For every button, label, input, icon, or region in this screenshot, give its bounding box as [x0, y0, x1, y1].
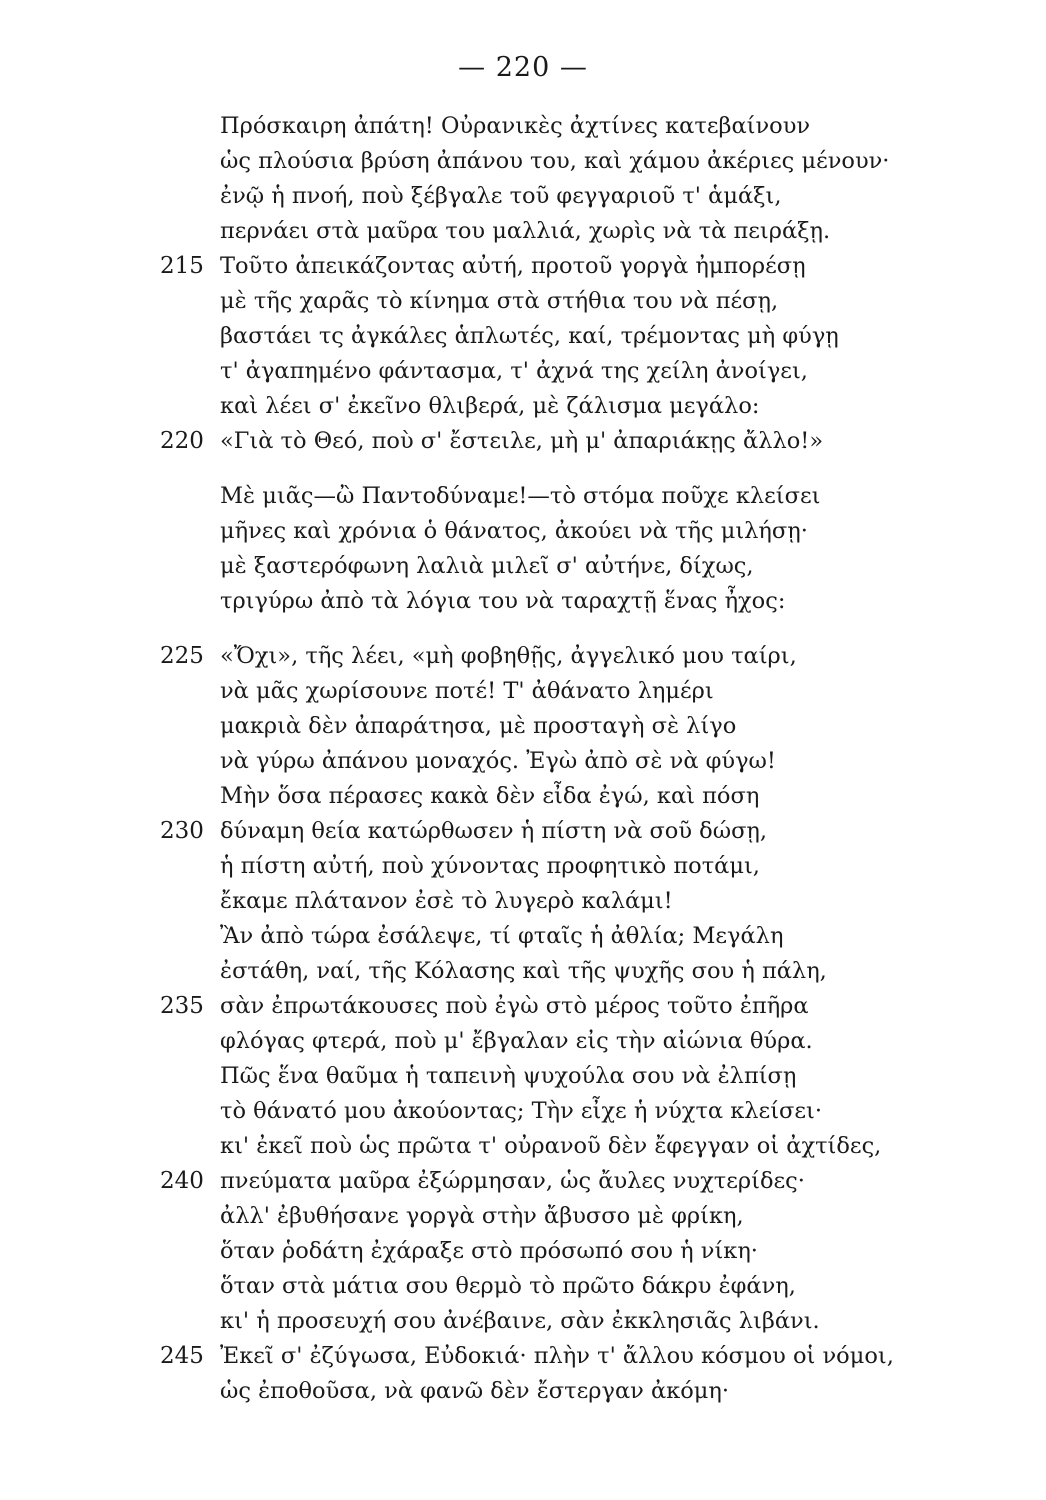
poem-line: [0, 1375, 1046, 1407]
poem-line: [0, 1130, 1046, 1162]
poem-line: [0, 515, 1046, 547]
line-text: περνάει στὰ μαῦρα του μαλλιά, χωρὶς νὰ τὰ πειράξῃ.: [220, 218, 831, 244]
line-text: καὶ λέει σ' ἐκεῖνο θλιβερά, μὲ ζάλισμα μεγάλο:: [220, 393, 760, 419]
line-number: 215: [160, 253, 204, 279]
poem-line: [0, 550, 1046, 582]
page-number: — 220 —: [458, 52, 588, 83]
line-number: 220: [160, 428, 204, 454]
line-text: κι' ἐκεῖ ποὺ ὡς πρῶτα τ' οὐρανοῦ δὲν ἔφεγγαν οἱ ἀχτίδες,: [220, 1133, 882, 1159]
poem-line: [0, 425, 1046, 457]
line-text: Πρόσκαιρη ἀπάτη! Οὐρανικὲς ἀχτίνες κατεβαίνουν: [220, 113, 811, 139]
line-text: ἐνῷ ἡ πνοή, ποὺ ξέβγαλε τοῦ φεγγαριοῦ τ' ἁμάξι,: [220, 183, 782, 209]
poem-line: [0, 390, 1046, 422]
poem-line: [0, 920, 1046, 952]
poem-line: [0, 320, 1046, 352]
poem-line: [0, 885, 1046, 917]
line-text: νὰ μᾶς χωρίσουνε ποτέ! Τ' ἀθάνατο λημέρι: [220, 678, 714, 704]
poem-line: [0, 1165, 1046, 1197]
poem-line: [0, 990, 1046, 1022]
poem-line: [0, 355, 1046, 387]
line-text: δύναμη θεία κατώρθωσεν ἡ πίστη νὰ σοῦ δώσῃ,: [220, 818, 768, 844]
line-number: 240: [160, 1168, 204, 1194]
poem-line: [0, 1235, 1046, 1267]
poem-line: [0, 1025, 1046, 1057]
line-text: Πῶς ἕνα θαῦμα ἡ ταπεινὴ ψυχούλα σου νὰ ἐλπίσῃ: [220, 1063, 797, 1089]
poem-line: [0, 1305, 1046, 1337]
line-text: «Γιὰ τὸ Θεό, ποὺ σ' ἔστειλε, μὴ μ' ἀπαριάκῃς ἄλλο!»: [220, 428, 824, 454]
poem-line: [0, 850, 1046, 882]
line-text: Τοῦτο ἀπεικάζοντας αὐτή, προτοῦ γοργὰ ἠμπορέσῃ: [220, 253, 806, 279]
line-text: Ἐκεῖ σ' ἐζύγωσα, Εὐδοκιά· πλὴν τ' ἄλλου κόσμου οἱ νόμοι,: [220, 1343, 894, 1369]
poem-line: [0, 1095, 1046, 1127]
line-text: τ' ἀγαπημένο φάντασμα, τ' ἀχνά της χείλη ἀνοίγει,: [220, 358, 808, 384]
poem-line: [0, 480, 1046, 512]
line-text: βαστάει τς ἀγκάλες ἁπλωτές, καί, τρέμοντας μὴ φύγῃ: [220, 323, 839, 349]
line-text: πνεύματα μαῦρα ἐξώρμησαν, ὡς ἄυλες νυχτερίδες·: [220, 1168, 805, 1194]
line-number: 235: [160, 993, 204, 1019]
line-text: ἐστάθη, ναί, τῆς Κόλασης καὶ τῆς ψυχῆς σου ἡ πάλη,: [220, 958, 827, 984]
line-text: ὅταν ῥοδάτη ἐχάραξε στὸ πρόσωπό σου ἡ νίκη·: [220, 1238, 758, 1264]
poem-line: [0, 815, 1046, 847]
line-text: μακριὰ δὲν ἀπαράτησα, μὲ προσταγὴ σὲ λίγο: [220, 713, 737, 739]
line-text: ὡς πλούσια βρύση ἀπάνου του, καὶ χάμου ἀκέριες μένουν·: [220, 148, 890, 174]
line-text: μὲ ξαστερόφωνη λαλιὰ μιλεῖ σ' αὐτήνε, δίχως,: [220, 553, 754, 579]
line-text: νὰ γύρω ἀπάνου μοναχός. Ἐγὼ ἀπὸ σὲ νὰ φύγω!: [220, 748, 776, 774]
poem-line: [0, 640, 1046, 672]
line-text: ἡ πίστη αὐτή, ποὺ χύνοντας προφητικὸ ποτάμι,: [220, 853, 760, 879]
line-text: μῆνες καὶ χρόνια ὁ θάνατος, ἀκούει νὰ τῆς μιλήσῃ·: [220, 518, 808, 544]
line-number: 230: [160, 818, 204, 844]
line-text: μὲ τῆς χαρᾶς τὸ κίνημα στὰ στήθια του νὰ πέσῃ,: [220, 288, 779, 314]
poem-line: [0, 710, 1046, 742]
poem-line: [0, 1200, 1046, 1232]
poem-line: [0, 285, 1046, 317]
poem-line: [0, 145, 1046, 177]
poem-line: [0, 110, 1046, 142]
line-text: σὰν ἐπρωτάκουσες ποὺ ἐγὼ στὸ μέρος τοῦτο ἐπῆρα: [220, 993, 809, 1019]
line-text: ἀλλ' ἐβυθήσανε γοργὰ στὴν ἄβυσσο μὲ φρίκη,: [220, 1203, 744, 1229]
line-text: ἔκαμε πλάτανον ἐσὲ τὸ λυγερὸ καλάμι!: [220, 888, 673, 914]
poem-line: [0, 780, 1046, 812]
poem-line: [0, 675, 1046, 707]
poem-line: [0, 215, 1046, 247]
poem-line: [0, 180, 1046, 212]
line-number: 225: [160, 643, 204, 669]
line-text: φλόγας φτερά, ποὺ μ' ἔβγαλαν εἰς τὴν αἰώνια θύρα.: [220, 1028, 813, 1054]
line-text: Ἂν ἀπὸ τώρα ἐσάλεψε, τί φταῖς ἡ ἀθλία; Μεγάλη: [220, 923, 784, 949]
poem-line: [0, 1270, 1046, 1302]
line-text: τὸ θάνατό μου ἀκούοντας; Τὴν εἶχε ἡ νύχτα κλείσει·: [220, 1098, 823, 1124]
line-text: ὡς ἐποθοῦσα, νὰ φανῶ δὲν ἔστεργαν ἀκόμη·: [220, 1378, 730, 1404]
line-text: τριγύρω ἀπὸ τὰ λόγια του νὰ ταραχτῇ ἕνας ἦχος:: [220, 588, 786, 614]
poem-line: [0, 955, 1046, 987]
poem-line: [0, 585, 1046, 617]
line-text: Μὴν ὅσα πέρασες κακὰ δὲν εἶδα ἐγώ, καὶ πόση: [220, 783, 760, 809]
poem-line: [0, 1340, 1046, 1372]
line-text: Μὲ μιᾶς—ὢ Παντοδύναμε!—τὸ στόμα ποῦχε κλείσει: [220, 483, 821, 509]
line-text: κι' ἡ προσευχή σου ἀνέβαινε, σὰν ἐκκλησιᾶς λιβάνι.: [220, 1308, 820, 1334]
line-number: 245: [160, 1343, 204, 1369]
poem-line: [0, 745, 1046, 777]
line-text: «Ὄχι», τῆς λέει, «μὴ φοβηθῇς, ἀγγελικό μου ταίρι,: [220, 643, 797, 669]
line-text: ὅταν στὰ μάτια σου θερμὸ τὸ πρῶτο δάκρυ ἐφάνη,: [220, 1273, 796, 1299]
poem-line: [0, 1060, 1046, 1092]
poem-line: [0, 250, 1046, 282]
